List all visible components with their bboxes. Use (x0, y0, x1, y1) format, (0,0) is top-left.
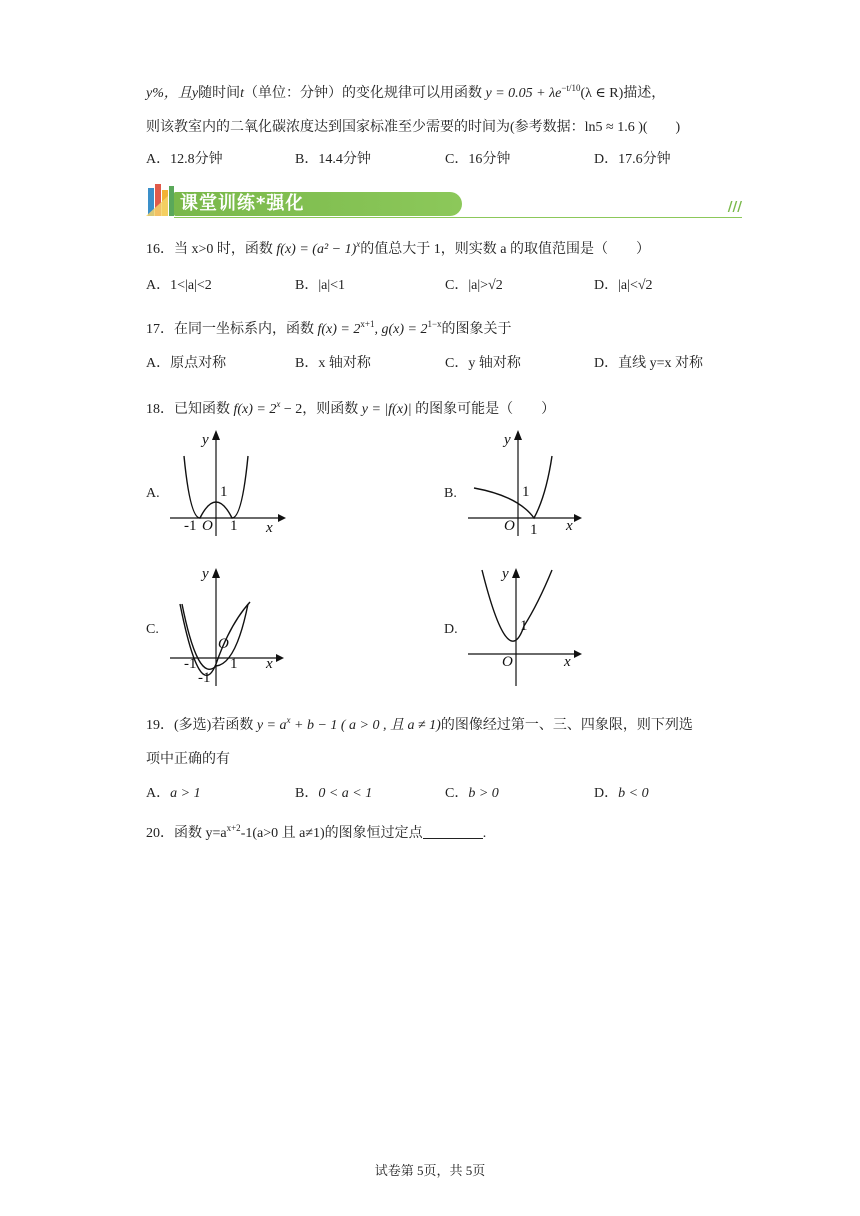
books-icon (146, 182, 176, 218)
svg-text:O: O (502, 654, 513, 670)
q19-stem: 19．(多选)若函数 $y = a^x + b - 1$ ( a > 0 , 且 a ≠ 1)的图像经过第一、三、四象限，则下列选 (146, 715, 693, 733)
q15-formula-domain: (λ ∈ R) (580, 86, 624, 101)
q17-option-a[interactable]: A．原点对称 (146, 356, 227, 371)
section-banner (146, 182, 742, 218)
svg-text:-1: -1 (184, 656, 197, 672)
q17-stem: 17．在同一坐标系内，函数 $f(x) = 2^{x+1}$, $g(x) = 2^{1-x}$的图象关于 (146, 319, 512, 337)
q19-line2: 项中正确的有 (146, 752, 230, 767)
banner-rule (174, 217, 742, 218)
q17-option-c[interactable]: C．y 轴对称 (445, 356, 521, 371)
answer-blank[interactable] (423, 824, 483, 839)
q17-option-b[interactable]: B．x 轴对称 (295, 356, 371, 371)
q18-option-b-letter[interactable]: B. (444, 486, 457, 501)
q15-text: 随时间 (198, 86, 241, 101)
q15-text: 描述， (623, 86, 666, 101)
svg-text:1: 1 (230, 656, 238, 672)
svg-text:x: x (266, 656, 273, 672)
q15-formula-exp: −t/10 (561, 83, 581, 93)
q15-text: y%，且 (146, 86, 192, 101)
q18-option-d-letter[interactable]: D. (444, 622, 458, 637)
q20-stem: 20．函数 $y=a^{x+2}-1(a>0$ 且 a≠1)的图象恒过定点 . (146, 823, 487, 841)
var-t: t (240, 86, 244, 101)
svg-text:O: O (218, 636, 229, 652)
svg-text:1: 1 (522, 484, 530, 500)
q19-option-d[interactable]: D．b < 0 (594, 786, 649, 801)
svg-text:y: y (504, 432, 511, 448)
q16-option-b[interactable]: B．|a|<1 (295, 278, 346, 293)
svg-text:1: 1 (520, 618, 528, 634)
svg-text:O: O (504, 518, 515, 534)
q18-stem: 18．已知函数 $f(x) = 2^x - 2$，则函数 y = |f(x)| 的图象可能是（ ） (146, 399, 556, 417)
x-label: x (266, 520, 273, 536)
q18-graph-d[interactable] (468, 564, 588, 686)
q15-formula: y = 0.05 + λe (485, 86, 562, 101)
svg-text:-1: -1 (184, 518, 197, 534)
svg-text:O: O (202, 518, 213, 534)
q15-line1 (146, 78, 665, 104)
q18-option-a-letter[interactable]: A. (146, 486, 160, 501)
q15-option-a[interactable]: A．12.8分钟 (146, 152, 223, 167)
svg-text:x: x (564, 654, 571, 670)
q18-option-c-letter[interactable]: C. (146, 622, 159, 637)
q19-option-a[interactable]: A．a > 1 (146, 786, 201, 801)
q16-option-a[interactable]: A．1<|a|<2 (146, 278, 212, 293)
var-y: y (191, 86, 199, 101)
svg-text:1: 1 (220, 484, 228, 500)
q15-option-d[interactable]: D．17.6分钟 (594, 152, 671, 167)
q18-graph-c[interactable] (170, 564, 290, 686)
svg-text:x: x (566, 518, 573, 534)
svg-text:y: y (502, 566, 509, 582)
svg-text:1: 1 (230, 518, 238, 534)
q15-option-c[interactable]: C．16分钟 (445, 152, 511, 167)
q16-option-c[interactable]: C．|a|>√2 (445, 278, 503, 293)
q15-text: （单位：分钟）的变化规律可以用函数 (244, 86, 482, 101)
q19-option-b[interactable]: B．0 < a < 1 (295, 786, 373, 801)
y-label: y (202, 432, 209, 448)
q18-graph-a[interactable] (170, 426, 290, 536)
svg-text:-1: -1 (198, 670, 211, 686)
q19-option-c[interactable]: C．b > 0 (445, 786, 499, 801)
q16-option-d[interactable]: D．|a|<√2 (594, 278, 653, 293)
q18-graph-b[interactable] (468, 426, 588, 536)
q16-stem: 16．当 x>0 时，函数 $f(x) = (a^2 - 1)^x$的值总大于 1，则实数 a 的取值范围是（ ） (146, 239, 650, 257)
q15-line2: 则该教室内的二氧化碳浓度达到国家标准至少需要的时间为(参考数据：ln5 ≈ 1.6 )( ) (146, 120, 681, 135)
banner-mark: /// (727, 200, 742, 215)
svg-text:1: 1 (530, 522, 538, 536)
q17-option-d[interactable]: D．直线 y=x 对称 (594, 356, 704, 371)
svg-text:y: y (202, 566, 209, 582)
q15-option-b[interactable]: B．14.4分钟 (295, 152, 371, 167)
q16-formula: f(x) = (a² − 1) (276, 242, 357, 257)
banner-title: 课堂训练*强化 (180, 193, 305, 214)
page-footer: 试卷第 5页，共 5页 (374, 1163, 486, 1178)
